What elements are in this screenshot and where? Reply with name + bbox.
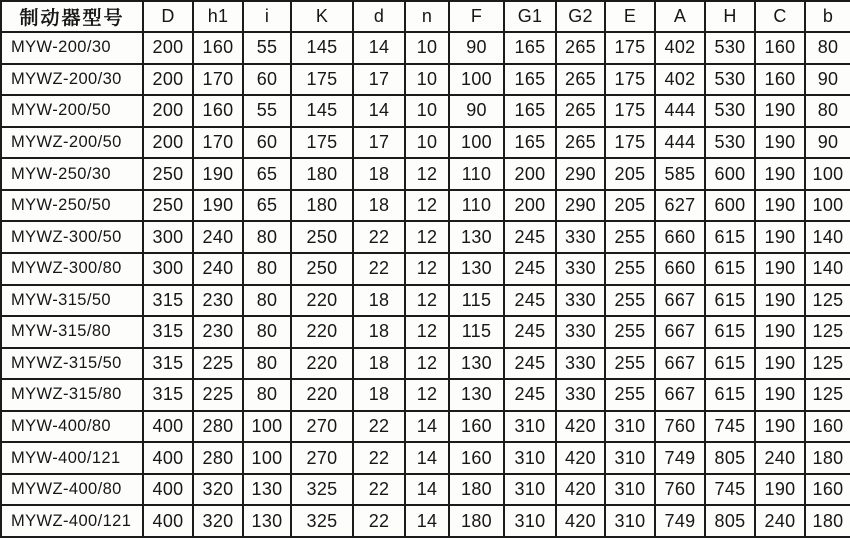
value-cell: 190 (193, 190, 243, 222)
table-row (1, 64, 850, 96)
value-cell: 12 (405, 348, 449, 380)
value-cell: 10 (405, 95, 449, 127)
model-cell: MYWZ-200/30 (1, 64, 143, 96)
model-cell: MYWZ-315/50 (1, 348, 143, 380)
value-cell: 12 (405, 158, 449, 190)
value-cell: 65 (243, 158, 291, 190)
value-cell: 280 (193, 442, 243, 474)
value-cell: 175 (605, 64, 655, 96)
value-cell: 160 (449, 442, 504, 474)
value-cell: 165 (504, 95, 556, 127)
value-cell: 18 (353, 379, 405, 411)
value-cell: 749 (655, 505, 705, 537)
column-header-i: i (243, 1, 291, 32)
value-cell: 22 (353, 221, 405, 253)
value-cell: 400 (143, 474, 193, 506)
model-cell: MYW-250/30 (1, 158, 143, 190)
value-cell: 14 (405, 442, 449, 474)
model-cell: MYWZ-400/80 (1, 474, 143, 506)
value-cell: 170 (193, 64, 243, 96)
value-cell: 280 (193, 411, 243, 443)
value-cell: 245 (504, 316, 556, 348)
value-cell: 420 (556, 411, 605, 443)
column-header-A: A (655, 1, 705, 32)
value-cell: 22 (353, 442, 405, 474)
value-cell: 100 (449, 64, 504, 96)
value-cell: 240 (193, 221, 243, 253)
value-cell: 250 (143, 190, 193, 222)
value-cell: 12 (405, 316, 449, 348)
value-cell: 90 (805, 64, 850, 96)
model-cell: MYW-200/50 (1, 95, 143, 127)
value-cell: 160 (755, 64, 805, 96)
value-cell: 130 (243, 474, 291, 506)
value-cell: 180 (805, 442, 850, 474)
value-cell: 165 (504, 127, 556, 159)
value-cell: 270 (291, 411, 353, 443)
column-header-K: K (291, 1, 353, 32)
value-cell: 190 (755, 411, 805, 443)
value-cell: 402 (655, 32, 705, 64)
model-cell: MYW-400/80 (1, 411, 143, 443)
value-cell: 255 (605, 379, 655, 411)
value-cell: 180 (291, 190, 353, 222)
value-cell: 22 (353, 474, 405, 506)
value-cell: 12 (405, 221, 449, 253)
value-cell: 240 (193, 253, 243, 285)
value-cell: 320 (193, 474, 243, 506)
value-cell: 60 (243, 64, 291, 96)
value-cell: 18 (353, 158, 405, 190)
value-cell: 220 (291, 285, 353, 317)
value-cell: 190 (755, 316, 805, 348)
value-cell: 400 (143, 442, 193, 474)
value-cell: 22 (353, 411, 405, 443)
value-cell: 667 (655, 348, 705, 380)
model-cell: MYWZ-300/80 (1, 253, 143, 285)
value-cell: 100 (449, 127, 504, 159)
value-cell: 400 (143, 411, 193, 443)
value-cell: 190 (193, 158, 243, 190)
value-cell: 660 (655, 253, 705, 285)
value-cell: 330 (556, 348, 605, 380)
value-cell: 245 (504, 348, 556, 380)
value-cell: 615 (705, 285, 755, 317)
column-header-h1: h1 (193, 1, 243, 32)
value-cell: 190 (755, 285, 805, 317)
value-cell: 749 (655, 442, 705, 474)
value-cell: 300 (143, 253, 193, 285)
table-row (1, 285, 850, 317)
value-cell: 125 (805, 348, 850, 380)
table-row (1, 95, 850, 127)
value-cell: 225 (193, 379, 243, 411)
value-cell: 80 (805, 95, 850, 127)
value-cell: 320 (193, 505, 243, 537)
value-cell: 250 (143, 158, 193, 190)
table-row (1, 127, 850, 159)
column-header-E: E (605, 1, 655, 32)
table-row (1, 158, 850, 190)
value-cell: 80 (243, 379, 291, 411)
value-cell: 190 (755, 127, 805, 159)
value-cell: 80 (243, 253, 291, 285)
value-cell: 444 (655, 127, 705, 159)
value-cell: 230 (193, 316, 243, 348)
value-cell: 205 (605, 158, 655, 190)
value-cell: 160 (449, 411, 504, 443)
value-cell: 667 (655, 285, 705, 317)
table-row (1, 411, 850, 443)
value-cell: 100 (805, 190, 850, 222)
value-cell: 325 (291, 505, 353, 537)
value-cell: 115 (449, 316, 504, 348)
table-row (1, 348, 850, 380)
column-header-C: C (755, 1, 805, 32)
value-cell: 265 (556, 95, 605, 127)
value-cell: 530 (705, 32, 755, 64)
value-cell: 160 (805, 474, 850, 506)
value-cell: 300 (143, 221, 193, 253)
value-cell: 310 (605, 411, 655, 443)
column-header-H: H (705, 1, 755, 32)
value-cell: 315 (143, 285, 193, 317)
value-cell: 420 (556, 505, 605, 537)
value-cell: 667 (655, 316, 705, 348)
value-cell: 190 (755, 379, 805, 411)
value-cell: 600 (705, 190, 755, 222)
value-cell: 190 (755, 474, 805, 506)
value-cell: 255 (605, 348, 655, 380)
value-cell: 175 (605, 95, 655, 127)
value-cell: 190 (755, 158, 805, 190)
value-cell: 190 (755, 221, 805, 253)
value-cell: 130 (449, 348, 504, 380)
value-cell: 760 (655, 411, 705, 443)
table-row (1, 505, 850, 537)
model-cell: MYW-315/50 (1, 285, 143, 317)
value-cell: 190 (755, 95, 805, 127)
value-cell: 745 (705, 474, 755, 506)
value-cell: 110 (449, 158, 504, 190)
value-cell: 255 (605, 221, 655, 253)
value-cell: 420 (556, 474, 605, 506)
column-header-b: b (805, 1, 850, 32)
value-cell: 14 (353, 32, 405, 64)
column-header-n: n (405, 1, 449, 32)
value-cell: 80 (805, 32, 850, 64)
column-header-d: d (353, 1, 405, 32)
value-cell: 22 (353, 253, 405, 285)
value-cell: 175 (605, 127, 655, 159)
table-row (1, 379, 850, 411)
value-cell: 255 (605, 253, 655, 285)
value-cell: 760 (655, 474, 705, 506)
value-cell: 290 (556, 190, 605, 222)
value-cell: 245 (504, 285, 556, 317)
table-row (1, 474, 850, 506)
value-cell: 225 (193, 348, 243, 380)
value-cell: 615 (705, 221, 755, 253)
model-cell: MYWZ-315/80 (1, 379, 143, 411)
value-cell: 12 (405, 379, 449, 411)
column-header-G2: G2 (556, 1, 605, 32)
value-cell: 745 (705, 411, 755, 443)
column-header-model: 制动器型号 (1, 1, 143, 32)
value-cell: 330 (556, 316, 605, 348)
table-row (1, 190, 850, 222)
value-cell: 170 (193, 127, 243, 159)
value-cell: 400 (143, 505, 193, 537)
model-cell: MYWZ-400/121 (1, 505, 143, 537)
value-cell: 17 (353, 127, 405, 159)
value-cell: 220 (291, 316, 353, 348)
value-cell: 100 (243, 411, 291, 443)
value-cell: 585 (655, 158, 705, 190)
value-cell: 180 (805, 505, 850, 537)
value-cell: 18 (353, 348, 405, 380)
value-cell: 667 (655, 379, 705, 411)
value-cell: 10 (405, 32, 449, 64)
value-cell: 165 (504, 64, 556, 96)
value-cell: 12 (405, 285, 449, 317)
value-cell: 310 (504, 474, 556, 506)
model-cell: MYW-400/121 (1, 442, 143, 474)
value-cell: 130 (449, 379, 504, 411)
value-cell: 130 (243, 505, 291, 537)
value-cell: 100 (243, 442, 291, 474)
value-cell: 180 (291, 158, 353, 190)
value-cell: 18 (353, 316, 405, 348)
value-cell: 145 (291, 95, 353, 127)
value-cell: 12 (405, 253, 449, 285)
value-cell: 255 (605, 316, 655, 348)
value-cell: 250 (291, 253, 353, 285)
value-cell: 190 (755, 348, 805, 380)
column-header-G1: G1 (504, 1, 556, 32)
value-cell: 420 (556, 442, 605, 474)
value-cell: 55 (243, 95, 291, 127)
value-cell: 160 (193, 32, 243, 64)
value-cell: 160 (193, 95, 243, 127)
value-cell: 530 (705, 64, 755, 96)
value-cell: 80 (243, 221, 291, 253)
value-cell: 65 (243, 190, 291, 222)
table-row (1, 253, 850, 285)
value-cell: 90 (805, 127, 850, 159)
value-cell: 805 (705, 505, 755, 537)
value-cell: 80 (243, 285, 291, 317)
value-cell: 402 (655, 64, 705, 96)
value-cell: 175 (605, 32, 655, 64)
value-cell: 200 (143, 32, 193, 64)
column-header-F: F (449, 1, 504, 32)
value-cell: 10 (405, 64, 449, 96)
value-cell: 60 (243, 127, 291, 159)
value-cell: 660 (655, 221, 705, 253)
value-cell: 250 (291, 221, 353, 253)
value-cell: 80 (243, 316, 291, 348)
model-cell: MYWZ-300/50 (1, 221, 143, 253)
value-cell: 270 (291, 442, 353, 474)
value-cell: 14 (353, 95, 405, 127)
value-cell: 627 (655, 190, 705, 222)
value-cell: 615 (705, 253, 755, 285)
value-cell: 18 (353, 190, 405, 222)
value-cell: 12 (405, 190, 449, 222)
value-cell: 175 (291, 64, 353, 96)
value-cell: 14 (405, 505, 449, 537)
value-cell: 325 (291, 474, 353, 506)
value-cell: 220 (291, 348, 353, 380)
value-cell: 245 (504, 253, 556, 285)
value-cell: 165 (504, 32, 556, 64)
value-cell: 125 (805, 379, 850, 411)
value-cell: 615 (705, 316, 755, 348)
value-cell: 265 (556, 127, 605, 159)
value-cell: 220 (291, 379, 353, 411)
value-cell: 115 (449, 285, 504, 317)
model-cell: MYW-250/50 (1, 190, 143, 222)
value-cell: 315 (143, 379, 193, 411)
value-cell: 175 (291, 127, 353, 159)
value-cell: 310 (504, 442, 556, 474)
value-cell: 310 (605, 505, 655, 537)
value-cell: 205 (605, 190, 655, 222)
value-cell: 530 (705, 95, 755, 127)
value-cell: 245 (504, 221, 556, 253)
value-cell: 315 (143, 348, 193, 380)
value-cell: 310 (605, 442, 655, 474)
value-cell: 330 (556, 221, 605, 253)
value-cell: 130 (449, 253, 504, 285)
value-cell: 245 (504, 379, 556, 411)
column-header-D: D (143, 1, 193, 32)
value-cell: 444 (655, 95, 705, 127)
value-cell: 140 (805, 221, 850, 253)
value-cell: 10 (405, 127, 449, 159)
value-cell: 180 (449, 505, 504, 537)
table-body (1, 32, 850, 537)
value-cell: 90 (449, 32, 504, 64)
value-cell: 530 (705, 127, 755, 159)
value-cell: 180 (449, 474, 504, 506)
value-cell: 125 (805, 285, 850, 317)
value-cell: 805 (705, 442, 755, 474)
value-cell: 18 (353, 285, 405, 317)
value-cell: 600 (705, 158, 755, 190)
value-cell: 200 (504, 158, 556, 190)
table-row (1, 442, 850, 474)
value-cell: 55 (243, 32, 291, 64)
value-cell: 190 (755, 190, 805, 222)
value-cell: 200 (504, 190, 556, 222)
value-cell: 200 (143, 64, 193, 96)
table-row (1, 316, 850, 348)
value-cell: 310 (605, 474, 655, 506)
value-cell: 145 (291, 32, 353, 64)
value-cell: 200 (143, 127, 193, 159)
value-cell: 240 (755, 505, 805, 537)
value-cell: 14 (405, 474, 449, 506)
value-cell: 110 (449, 190, 504, 222)
model-cell: MYW-200/30 (1, 32, 143, 64)
value-cell: 265 (556, 32, 605, 64)
value-cell: 22 (353, 505, 405, 537)
value-cell: 230 (193, 285, 243, 317)
value-cell: 265 (556, 64, 605, 96)
value-cell: 240 (755, 442, 805, 474)
model-cell: MYWZ-200/50 (1, 127, 143, 159)
value-cell: 190 (755, 253, 805, 285)
model-cell: MYW-315/80 (1, 316, 143, 348)
value-cell: 200 (143, 95, 193, 127)
value-cell: 330 (556, 379, 605, 411)
value-cell: 615 (705, 348, 755, 380)
value-cell: 330 (556, 285, 605, 317)
value-cell: 160 (805, 411, 850, 443)
value-cell: 130 (449, 221, 504, 253)
value-cell: 100 (805, 158, 850, 190)
table-row (1, 32, 850, 64)
value-cell: 90 (449, 95, 504, 127)
header-row (1, 1, 850, 32)
value-cell: 17 (353, 64, 405, 96)
value-cell: 310 (504, 411, 556, 443)
value-cell: 160 (755, 32, 805, 64)
value-cell: 290 (556, 158, 605, 190)
value-cell: 615 (705, 379, 755, 411)
value-cell: 315 (143, 316, 193, 348)
value-cell: 310 (504, 505, 556, 537)
table-row (1, 221, 850, 253)
value-cell: 255 (605, 285, 655, 317)
value-cell: 330 (556, 253, 605, 285)
value-cell: 14 (405, 411, 449, 443)
value-cell: 140 (805, 253, 850, 285)
value-cell: 125 (805, 316, 850, 348)
value-cell: 80 (243, 348, 291, 380)
